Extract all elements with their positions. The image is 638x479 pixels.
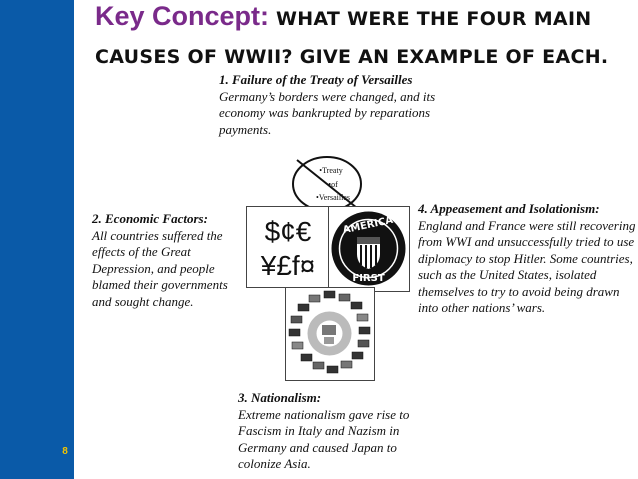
cause-economic-block — [92, 211, 242, 310]
currency-row-bottom: ¥£f¤ — [260, 250, 316, 281]
slide-number: 8 — [62, 446, 68, 457]
treaty-line-1: •Treaty — [319, 166, 343, 175]
cause-heading: 1. Failure of the Treaty of Versailles — [219, 72, 413, 87]
cause-heading: 3. Nationalism: — [238, 390, 322, 405]
slide-title — [95, 0, 635, 77]
treaty-line-2: •of — [328, 180, 338, 189]
cause-body: England and France were still recovering from WWI and unsuccessfully tried to use diplomacy to stop Hitler. Some countries, such as the United States, isolated themselves to try to avoid being drawn into other nations’ wars. — [418, 217, 636, 315]
cause-treaty-block — [219, 72, 444, 138]
world-flags-circle-image — [285, 287, 375, 381]
cause-appeasement-block — [418, 201, 638, 317]
america-first-badge-image — [328, 206, 410, 292]
treaty-crossed-out-image — [289, 154, 365, 210]
cause-body: Extreme nationalism gave rise to Fascism in Italy and Nazism in Germany and caused Japan to colonize Asia. — [238, 406, 410, 471]
sidebar-band — [0, 0, 74, 479]
america-label: AMERICA — [341, 214, 395, 237]
cause-heading: 2. Economic Factors: — [92, 211, 208, 226]
title-lead: Key Concept: — [95, 1, 270, 31]
cause-nationalism-block — [238, 390, 443, 473]
cause-body: All countries suffered the effects of the Great Depression, and people blamed their governments and sought change. — [92, 227, 228, 309]
cause-heading: 4. Appeasement and Isolationism: — [418, 201, 600, 216]
treaty-line-3: •Versailles — [316, 193, 350, 202]
currency-row-top: $¢€ — [264, 216, 312, 247]
cause-body: Germany’s borders were changed, and its economy was bankrupted by reparations payments. — [219, 88, 436, 137]
currency-symbols-image — [246, 206, 332, 288]
title-question: WHAT WERE THE FOUR MAIN CAUSES OF WWII? GIVE AN EXAMPLE OF EACH. — [95, 8, 609, 68]
first-label: FIRST — [352, 273, 385, 284]
